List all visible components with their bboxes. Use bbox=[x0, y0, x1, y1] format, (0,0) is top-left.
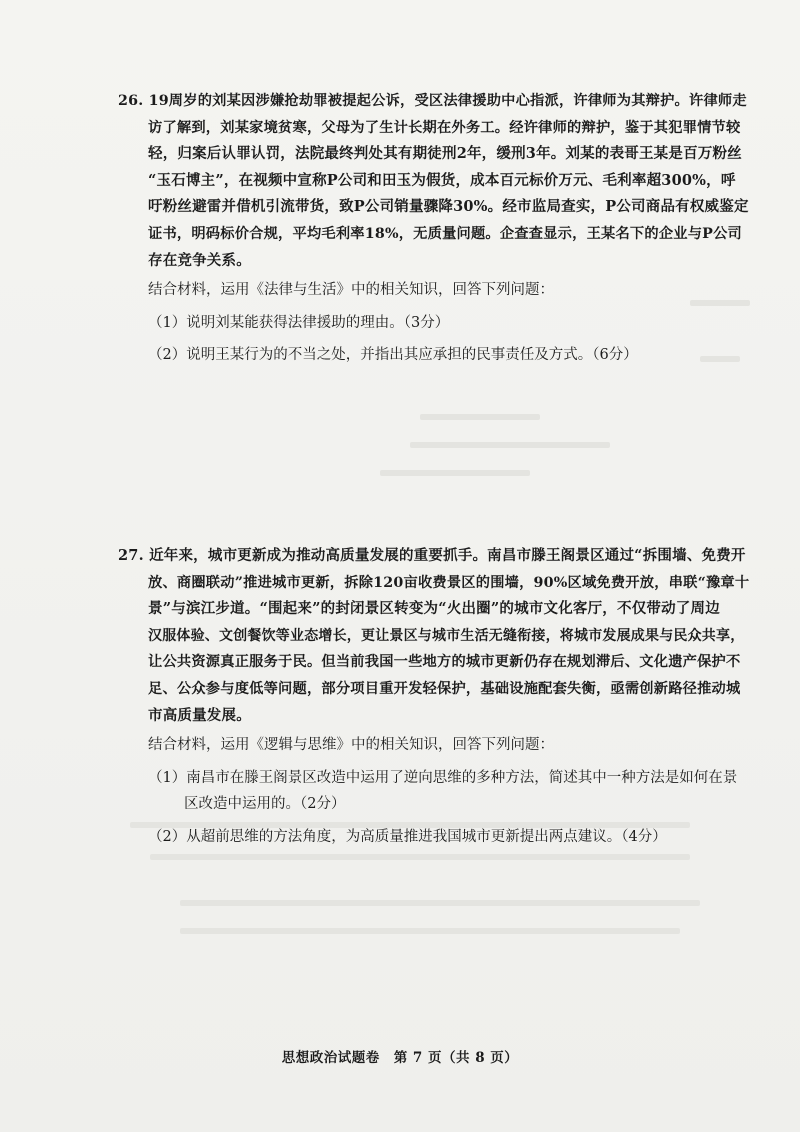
question-27 bbox=[118, 543, 750, 851]
question-27-stem-line: 足、公众参与度低等问题，部分项目重开发轻保护，基础设施配套失衡，亟需创新路径推动城 bbox=[148, 680, 741, 697]
question-26 bbox=[118, 88, 750, 369]
question-27-stem-line: 让公共资源真正服务于民。但当前我国一些地方的城市更新仍存在规划滞后、文化遗产保护不 bbox=[148, 654, 741, 671]
question-27-stem-line: 市高质量发展。 bbox=[148, 706, 251, 724]
question-27-subquestion-2: （2）从超前思维的方法角度，为高质量推进我国城市更新提出两点建议。（4分） bbox=[148, 828, 667, 845]
question-26-instruction: 结合材料，运用《法律与生活》中的相关知识，回答下列问题： bbox=[148, 282, 554, 299]
show-through-mark bbox=[380, 470, 530, 476]
question-26-stem-line: “玉石博主”，在视频中宣称P公司和田玉为假货，成本百元标价万元、毛利率超300%，呼 bbox=[148, 171, 736, 189]
question-26-stem-line: 吁粉丝避雷并借机引流带货，致P公司销量骤降30%。经市监局查实，P公司商品有权威鉴定 bbox=[148, 198, 749, 216]
question-27-stem-line: 汉服体验、文创餐饮等业态增长，更让景区与城市生活无缝衔接，将城市发展成果与民众共享， bbox=[148, 627, 745, 644]
show-through-mark bbox=[410, 442, 610, 448]
question-26-subquestion-2: （2）说明王某行为的不当之处，并指出其应承担的民事责任及方式。（6分） bbox=[148, 347, 638, 364]
stem-text: 19周岁的刘某因涉嫌抢劫罪被提起公诉，受区法律援助中心指派，许律师为其辩护。许律师走 bbox=[148, 93, 747, 109]
page-footer: 思想政治试题卷 第 7 页（共 8 页） bbox=[281, 1050, 519, 1066]
question-26-stem-line bbox=[118, 88, 750, 115]
question-27-subquestion-1: （1）南昌市在滕王阁景区改造中运用了逆向思维的多种方法，简述其中一种方法是如何在景 bbox=[148, 769, 738, 786]
question-number: 26. bbox=[118, 93, 144, 109]
show-through-mark bbox=[180, 900, 700, 906]
question-27-stem-line bbox=[118, 543, 750, 570]
question-26-stem-line: 存在竞争关系。 bbox=[148, 251, 251, 269]
question-26-subquestion-1: （1）说明刘某能获得法律援助的理由。（3分） bbox=[148, 314, 450, 331]
question-27-subquestion-1-continued: 区改造中运用的。（2分） bbox=[184, 796, 346, 813]
question-27-stem-line: 放、商圈联动”推进城市更新，拆除120亩收费景区的围墙，90%区域免费开放，串联“豫章十 bbox=[148, 574, 750, 591]
question-26-stem-line: 轻，归案后认罪认罚，法院最终判处其有期徒刑2年，缓刑3年。刘某的表哥王某是百万粉丝 bbox=[148, 145, 742, 163]
stem-text: 近年来，城市更新成为推动高质量发展的重要抓手。南昌市滕王阁景区通过“拆围墙、免费开 bbox=[149, 547, 746, 564]
question-27-instruction: 结合材料，运用《逻辑与思维》中的相关知识，回答下列问题： bbox=[148, 737, 554, 754]
question-26-stem-line: 访了解到，刘某家境贫寒，父母为了生计长期在外务工。经许律师的辩护，鉴于其犯罪情节较 bbox=[148, 119, 741, 136]
show-through-mark bbox=[150, 854, 690, 860]
question-27-stem-line: 景”与滨江步道。“围起来”的封闭景区转变为“火出圈”的城市文化客厅，不仅带动了周边 bbox=[148, 600, 720, 618]
show-through-mark bbox=[180, 928, 680, 934]
show-through-mark bbox=[420, 414, 540, 420]
question-number: 27. bbox=[118, 547, 144, 564]
question-26-stem-line: 证书，明码标价合规，平均毛利率18%，无质量问题。企查查显示，王某名下的企业与P公司 bbox=[148, 225, 742, 242]
